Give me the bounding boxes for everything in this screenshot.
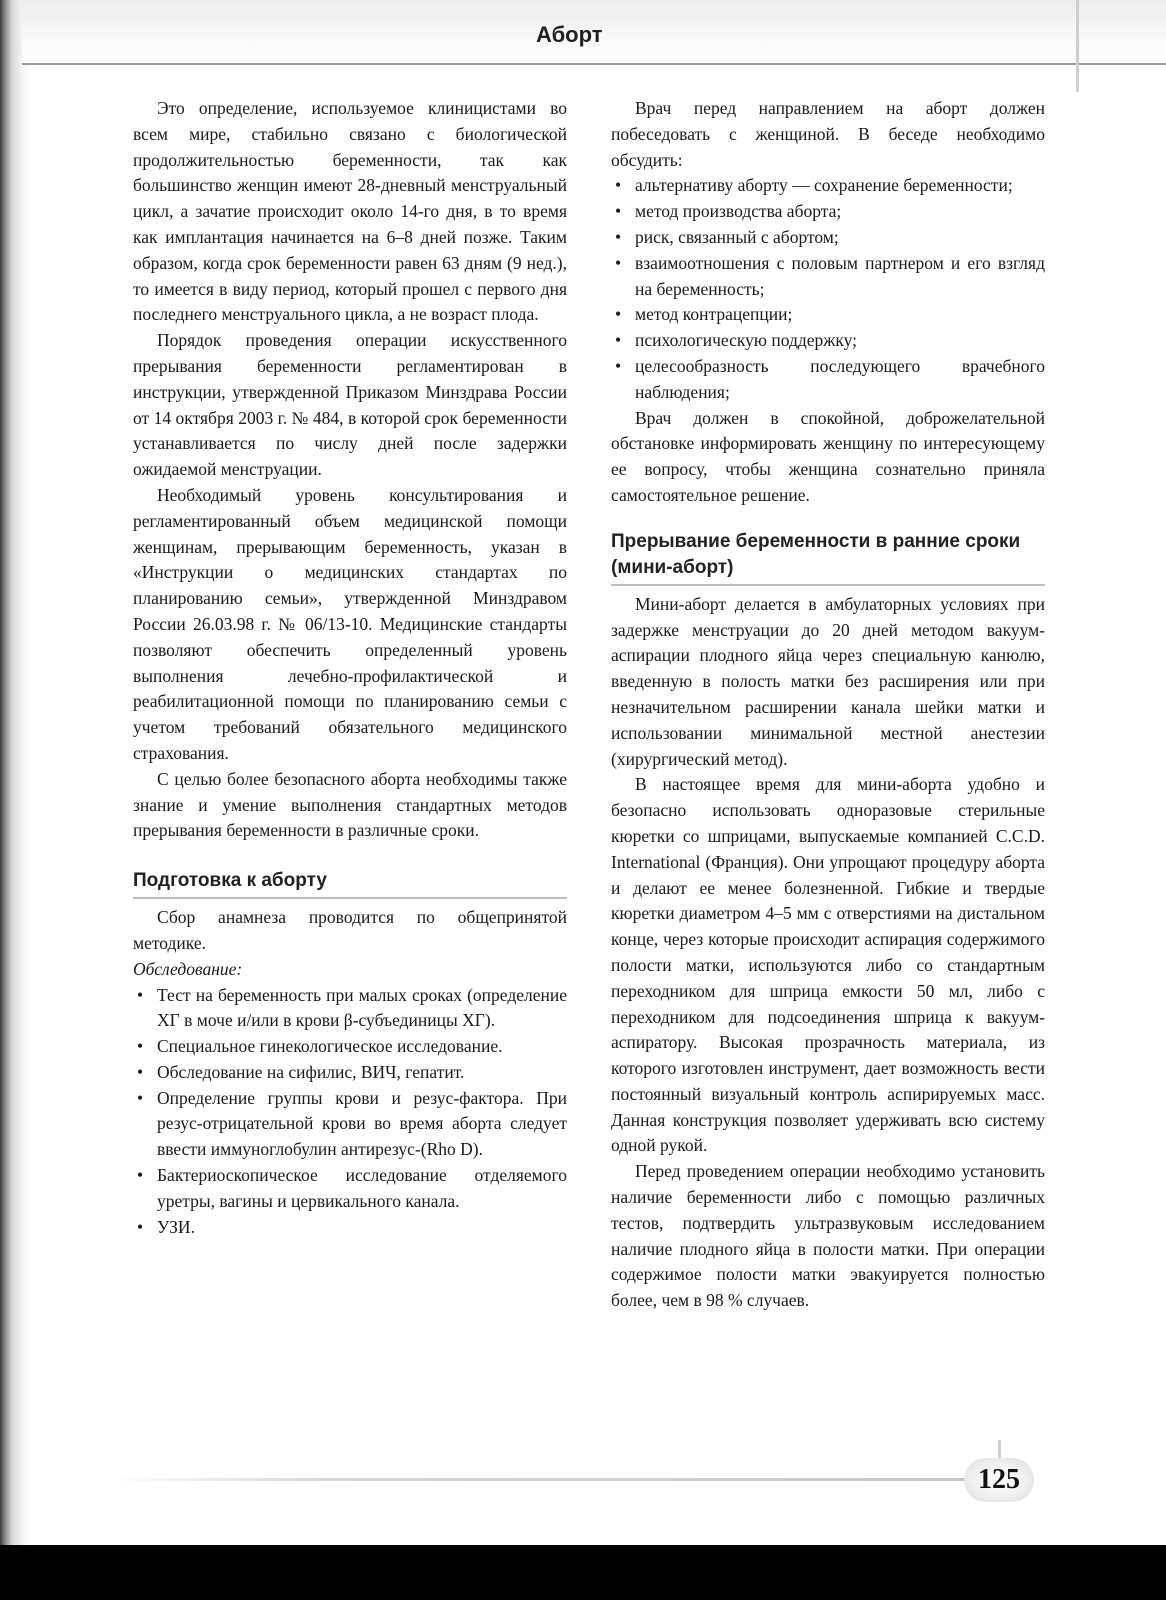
paragraph: Мини-аборт делается в амбулаторных условиях при задержке менструации до 20 дней методом вакуум-аспирации плодного яйца через специальную канюлю, введенную в полость матки без расширения или при незначительном расширении канала шейки матки и использовании минимальной местной анестезии (хирургический метод). <box>611 593 1045 769</box>
paragraph: С целью более безопасного аборта необходимы также знание и умение выполнения стандартных методов прерывания беременности в различные сроки. <box>133 768 567 841</box>
footer-tick-mark <box>998 1440 1001 1458</box>
paragraph: Необходимый уровень консультирования и регламентированный объем медицинской помощи женщинам, прерывающим беременность, указан в «Инструкции о медицинских стандартах по планированию семьи», утвержденной Минздравом России 26.03.98 г. № 06/13-10. Медицинские стандарты позволяют обеспечить определенный уровень выполнения лечебно-профилактической и реабилитационной помощи по планированию семьи с учетом требований обязательного медицинского страхования. <box>133 484 567 763</box>
list-item: • метод контрацепции; <box>611 302 1045 328</box>
list-item: • альтернативу аборту — сохранение беременности; <box>611 173 1045 199</box>
paragraph: Сбор анамнеза проводится по общепринятой методике. <box>133 907 567 953</box>
section-heading: Подготовка к аборту <box>133 868 567 899</box>
list-item: • Тест на беременность при малых сроках (определение ХГ в моче и/или в крови β-субъединицы ХГ). <box>133 983 567 1035</box>
paragraph: Это определение, используемое клиницистами во всем мире, стабильно связано с биологической продолжительностью беременности, так как большинство женщин имеют 28-дневный менструальный цикл, а зачатие происходит около 14-го дня, в то время как имплантация начинается на 6–8 дней позже. Таким образом, когда срок беременности равен 63 дням (9 нед.), то имеется в виду период, который прошел с первого дня последнего менструального цикла, а не возраст плода. <box>133 98 567 325</box>
discussion-list <box>611 173 1045 405</box>
list-item: • риск, связанный с абортом; <box>611 225 1045 251</box>
footer-rule <box>110 1478 970 1481</box>
left-column <box>133 96 567 1240</box>
right-column <box>611 96 1045 1314</box>
exam-label: Обследование: <box>133 958 243 979</box>
paragraph: Порядок проведения операции искусственного прерывания беременности регламентирован в инструкции, утвержденной Приказом Минздрава России от 14 октября 2003 г. № 484, в которой срок беременности устанавливается по числу дней после задержки ожидаемой менструации. <box>133 330 567 480</box>
list-item: • метод производства аборта; <box>611 199 1045 225</box>
exam-list <box>133 983 567 1241</box>
scan-bottom-bar <box>0 1545 1166 1600</box>
header-rule <box>22 63 1166 65</box>
paragraph: Врач перед направлением на аборт должен побеседовать с женщиной. В беседе необходимо обсудить: <box>611 98 1045 170</box>
list-item: • взаимоотношения с половым партнером и его взгляд на беременность; <box>611 251 1045 303</box>
paragraph: В настоящее время для мини-аборта удобно и безопасно использовать одноразовые стерильные кюретки со шприцами, выпускаемые компанией C.C.D. International (Франция). Они упрощают процедуру аборта и делают ее менее болезненной. Гибкие и твердые кюретки диаметром 4–5 мм с отверстиями на дистальном конце, через которые происходит аспирация содержимого полости матки, используются либо со стандартным переходником для шприца емкости 50 мл, либо с переходником для подсоединения шприца к вакуум-аспиратору. Высокая прозрачность материала, из которого изготовлен инструмент, дает возможность вести постоянный визуальный контроль аспирируемых масс. Данная конструкция позволяет удерживать всю систему одной рукой. <box>611 774 1045 1156</box>
running-title: Аборт <box>536 22 603 47</box>
list-item: • УЗИ. <box>133 1215 567 1241</box>
list-item: • Специальное гинекологическое исследование. <box>133 1034 567 1060</box>
page-number: 125 <box>964 1458 1034 1502</box>
list-item: • психологическую поддержку; <box>611 328 1045 354</box>
section-heading: Прерывание беременности в ранние сроки (мини-аборт) <box>611 529 1045 586</box>
header-tick-mark <box>1076 0 1079 92</box>
list-item: • целесообразность последующего врачебного наблюдения; <box>611 354 1045 406</box>
paragraph: Перед проведением операции необходимо установить наличие беременности либо с помощью различных тестов, подтвердить ультразвуковым исследованием наличие плодного яйца в полости матки. При операции содержимое полости матки эвакуируется полностью более, чем в 98 % случаев. <box>611 1161 1045 1311</box>
list-item: • Определение группы крови и резус-фактора. При резус-отрицательной крови во время аборта следует ввести иммуноглобулин антирезус-(Rho D). <box>133 1086 567 1163</box>
list-item: • Обследование на сифилис, ВИЧ, гепатит. <box>133 1060 567 1086</box>
list-item: • Бактериоскопическое исследование отделяемого уретры, вагины и цервикального канала. <box>133 1163 567 1215</box>
paragraph: Врач должен в спокойной, доброжелательной обстановке информировать женщину по интересующему ее вопросу, чтобы женщина сознательно приняла самостоятельное решение. <box>611 407 1045 505</box>
page-gutter-shadow <box>0 0 30 1545</box>
